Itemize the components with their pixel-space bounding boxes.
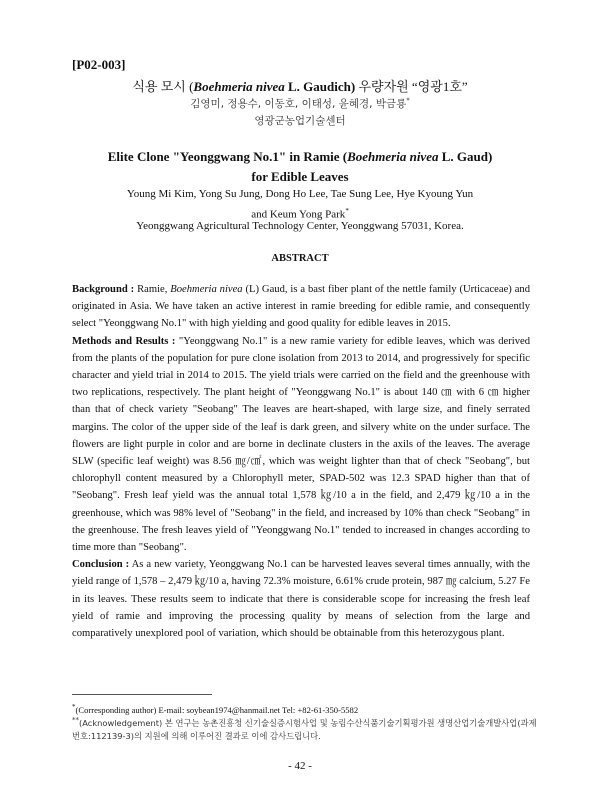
footnote-divider bbox=[72, 694, 212, 695]
footnote-corresponding: *(Corresponding author) E-mail: soybean1974@hanmail.net Tel: +82-61-350-5582 bbox=[72, 703, 359, 715]
background-paragraph: Background : Ramie, Boehmeria nivea (L) Gaud, is a bast fiber plant of the nettle family (Urticaceae) and originated in Asia. We have taken an active interest in ramie breeding for edible ramie, and consequently select "Yeonggwang No.1" with high yielding and good quality for edible leaves in 2015. bbox=[72, 284, 530, 330]
korean-title: 식용 모시 (Boehmeria nivea L. Gaudich) 우량자원 “영광1호” bbox=[132, 79, 468, 94]
english-authors: Young Mi Kim, Yong Su Jung, Dong Ho Lee, Tae Sung Lee, Hye Kyoung Yun and Keum Yong Park* bbox=[126, 188, 474, 221]
footnote-acknowledgement: **(Acknowledgement) 본 연구는 농촌진흥청 신기술실증시험사업 및 농림수산식품기술기획평가원 생명산업기술개발사업(과제번호:112139-3)의 지원에 의해 이루어진 결과로 이에 감사드립니다. bbox=[72, 716, 537, 741]
abstract-code: [P02-003] bbox=[72, 57, 126, 72]
conclusion-paragraph: Conclusion : As a new variety, Yeonggwang No.1 can be harvested leaves several times annually, with the yield range of 1,578 – 2,479 ㎏/10 a, having 72.3% moisture, 6.61% crude protein, 987 ㎎ calcium, 5.27 Fe in its leaves. These results seem to indicate that there is considerable scope for increasing the fresh leaf yield of ramie and improving the processing quality by means of selection from the large and comparatively unexplored pool of variation, which should be obtainable from this heterozygous plant. bbox=[72, 559, 531, 640]
abstract-heading: ABSTRACT bbox=[271, 253, 329, 264]
page-number: - 42 - bbox=[288, 760, 312, 772]
english-title: Elite Clone "Yeonggwang No.1" in Ramie (Boehmeria nivea L. Gaud) for Edible Leaves bbox=[107, 149, 493, 184]
methods-paragraph: Methods and Results : "Yeonggwang No.1" is a new ramie variety for edible leaves, which was derived from the plants of the population for pure clone isolation from 2013 to 2014, and progressively for specific character and yield trial in 2014 to 2015. The yield trials were carried on the field and the greenhouse with two replications, respectively. The plant height of "Yeonggwang No.1" is about 140 ㎝ with 6 ㎝ higher than that of check variety "Seobang" The leaves are heart-shaped, with large size, and finely serrated margins. The color of the upper side of the leaf is dark green, and silvery white on the under surface. The flowers are light purple in color and are borne in declinate clusters in the axils of the leaves. The average SLW (specific leaf weight) was 8.56 ㎎/㎠, which was weight lighter than that of check "Seobang", but chlorophyll content measured by a Chlorophyll meter, SPAD-502 was 12.3 SPAD higher than that of "Seobang". Fresh leaf yield was the annual total 1,578 ㎏/10 a in the field, and 2,479 ㎏/10 a in the greenhouse, which was 98% level of "Seobang" in the field, and increased by 10% than check "Seobang" in the greenhouse. The fresh leaves yield of "Yeonggwang No.1" tended to increased in changes according to time more than "Seobang". bbox=[72, 335, 531, 554]
korean-authors: 김영미, 정용수, 이동호, 이태성, 윤혜경, 박금룡* bbox=[190, 96, 410, 110]
abstract-body bbox=[72, 281, 530, 642]
english-institution: Yeonggwang Agricultural Technology Center, Yeonggwang 57031, Korea. bbox=[136, 220, 464, 232]
korean-institution: 영광군농업기술센터 bbox=[254, 115, 346, 127]
